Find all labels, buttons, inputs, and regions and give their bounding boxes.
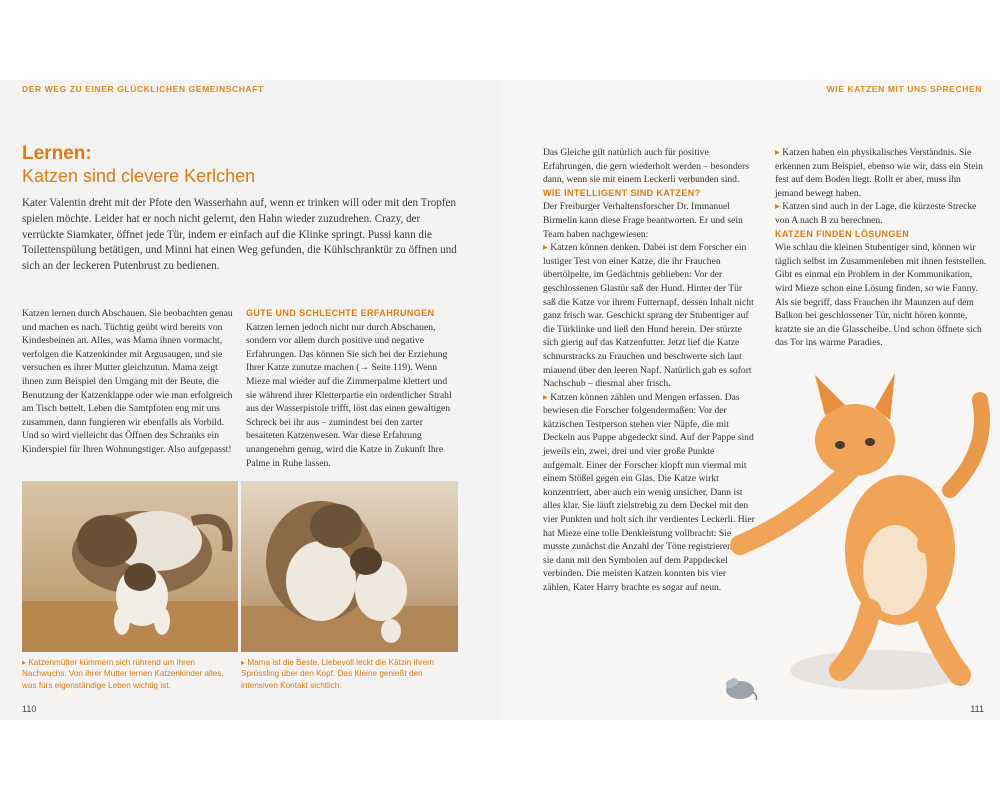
bullet-distance xyxy=(775,200,987,227)
column-4-text: Wie schlau die kleinen Stubentiger sind, können wir täglich selbst im Zusammenleben mit ihnen feststellen. Gibt es einmal ein Problem in der Kommunikation, wird Mieze schon eine Lösung finden, so wie Fanny. Als sie begriff, dass Frauchen ihr Maunzen auf dem Balkon bei geschlossener Tür, nicht hören konnte, kratzte sie an die Glasscheibe. Und schon öffnete sich das Tor ins warme Paradies. xyxy=(775,242,987,349)
column-3-researcher: Der Freiburger Verhaltensforscher Dr. Immanuel Birmelin kann diese Frage beantworten. Er und sein Team haben nachgewiesen: xyxy=(543,201,743,240)
bullet-physics xyxy=(775,146,987,200)
caption-photo-2 xyxy=(241,657,451,691)
bullet-think-text: Katzen können denken. Dabei ist dem Forscher ein lustiger Test von einer Katze, die ihr Frauchen übertölpelte, im Gedächtnis geblieben: Vor der geschlossenen Glastür saß der Hund. Hinter der Tür saß die Katze vor ihrem Futternapf, dessen Inhalt nicht ganz frisch war. Geschickt sprang der Stubentiger auf die Türklinke und ließ den Hund herein. Der stürzte sich gierig auf das Katzenfutter. Jetzt lief die Katze schnurstracks zu Frauchen und beschwerte sich laut miauend über den leeren Napf. Natürlich gab es sofort Nachschub – diesmal aber frisch. xyxy=(543,242,754,390)
bullet-icon: ▸ xyxy=(543,242,548,254)
column-2 xyxy=(246,307,458,470)
caption-photo-2-text: Mama ist die Beste. Liebevoll leckt die Kätzin ihrem Sprössling über den Kopf. Das Kleine genießt den intensiven Kontakt sichtlich. xyxy=(241,658,434,690)
column-3-intro: Das Gleiche gilt natürlich auch für positive Erfahrungen, die gern wiederholt werden – besonders dann, wenn sie mit einem Leckerli verbunden sind. xyxy=(543,147,749,186)
bullet-icon: ▸ xyxy=(775,201,780,213)
bullet-physics-text: Katzen haben ein physikalisches Verständnis. Sie erkennen zum Beispiel, ebenso wie wir, dass ein Stein fest auf dem Boden liegt. Rollt er aber, muss ihn jemand bewegt haben. xyxy=(775,147,983,199)
bullet-distance-text: Katzen sind auch in der Lage, die kürzeste Strecke von A nach B zu berechnen. xyxy=(775,201,977,226)
bullet-count-text: Katzen können zählen und Mengen erfassen. Das bewiesen die Forscher folgendermaßen: Vor der kätzischen Testperson stehen vier Näpfe, die mit Deckeln aus Pappe abgedeckt sind. Auf der Pappe sind jeweils ein, zwei, drei und vier große Punkte aufgemalt. Einer der Forscher klopft nun viermal mit einem Stößel gegen ein Glas. Die Katze wirkt konzentriert, aber auch ein wenig unsicher. Dann ist alles klar. Sie läuft zielstrebig zu dem Deckel mit den vier Punkten und holt sich ihr verdientes Leckerli. Hier hat Mieze eine tolle Denkleistung vollbracht: Sie musste zunächst die Anzahl der Töne registrieren und sie dann mit den Symbolen auf dem Pappdeckel verbinden. Die meisten Katzen konnten bis vier zählen, Kater Harry brachte es sogar auf neun. xyxy=(543,391,755,593)
bullet-icon: ▸ xyxy=(543,391,548,403)
column-4 xyxy=(775,146,987,350)
intro-paragraph: Kater Valentin dreht mit der Pfote den Wasserhahn auf, wenn er trinken will oder mit den Tropfen spielen möchte. Leider hat er noch nicht gelernt, den Hahn wieder zuzudrehen. Crazy, der verrückte Siamkater, öffnet jede Tür, indem er einfach auf die Klinke springt. Pussi kann die Toilettenspülung betätigen, und Minni hat einen Weg gefunden, die Kühlschranktür zu öffnen und sich an der leckeren Putenbrust zu bedienen. xyxy=(22,197,457,273)
section-title xyxy=(22,143,255,187)
heading-solutions: KATZEN FINDEN LÖSUNGEN xyxy=(775,228,910,239)
page-number-right: 111 xyxy=(970,704,984,714)
heading-intelligence: WIE INTELLIGENT SIND KATZEN? xyxy=(543,187,701,198)
running-head-right: WIE KATZEN MIT UNS SPRECHEN xyxy=(826,84,982,94)
orange-kitten-illustration xyxy=(710,370,1000,710)
page-number-left: 110 xyxy=(22,704,37,714)
title-line-2: Katzen sind clevere Kerlchen xyxy=(22,166,256,186)
caption-photo-1 xyxy=(22,657,232,691)
cats-illustration-2 xyxy=(241,481,458,652)
heading-good-bad-experiences: GUTE UND SCHLECHTE ERFAHRUNGEN xyxy=(246,308,435,318)
column-2-text: Katzen lernen jedoch nicht nur durch Abschauen, sondern vor allem durch positive und negative Erfahrungen. Das können Sie sich bei der Erziehung Ihrer Katze zunutze machen (→ Seite 119). Wenn Mieze mal wieder auf die Zimmerpalme klettert und sie während ihrer Kletterpartie ein ordentlicher Strahl aus der Wasserpistole trifft, löst das einen gewaltigen Schreck bei ihr aus – zumindest bei den zarter besaiteten Katzenwesen. War diese Erfahrung unangenehm genug, wird die Katze in Zukunft Ihre Palme in Ruhe lassen. xyxy=(246,321,452,469)
bullet-icon: ▸ xyxy=(775,147,780,158)
column-1 xyxy=(22,307,234,457)
photo-mother-licking-kitten xyxy=(241,481,458,652)
caption-photo-1-text: Katzenmütter kümmern sich rührend um ihren Nachwuchs. Von ihrer Mutter lernen Katzenkinder alles, was fürs eigenständige Leben wichtig ist. xyxy=(22,658,224,690)
bullet-icon: ▸ xyxy=(22,658,27,667)
cats-illustration-1 xyxy=(22,481,238,652)
running-head-left: DER WEG ZU EINER GLÜCKLICHEN GEMEINSCHAFT xyxy=(22,84,264,94)
toy-mouse-icon xyxy=(720,672,760,702)
title-line-1: Lernen: xyxy=(22,143,92,164)
bullet-icon: ▸ xyxy=(241,658,246,667)
column-1-text: Katzen lernen durch Abschauen. Sie beobachten genau und machen es nach. Tüchtig geübt wird bereits von Kindesbeinen an. Alles, was Mama ihnen vormacht, verfolgen die Katzenkinder mit Argusaugen, und sie versuchen es ihrer Mutter gleichzutun. Mama zeigt ihnen zum Beispiel den Umgang mit der Beute, die Benutzung der Katzenklappe oder wie man erfolgreich am Tisch bettelt. Leben die Samtpfoten eng mit uns zusammen, dann fungieren wir ebenfalls als Vorbild. Und so wird vielleicht das Öffnen des Schranks ein Kinderspiel für Ihren Wohnungstiger. Also aufgepasst! xyxy=(22,308,233,455)
photo-mother-and-kitten xyxy=(22,481,238,652)
bullet-think xyxy=(543,241,755,391)
